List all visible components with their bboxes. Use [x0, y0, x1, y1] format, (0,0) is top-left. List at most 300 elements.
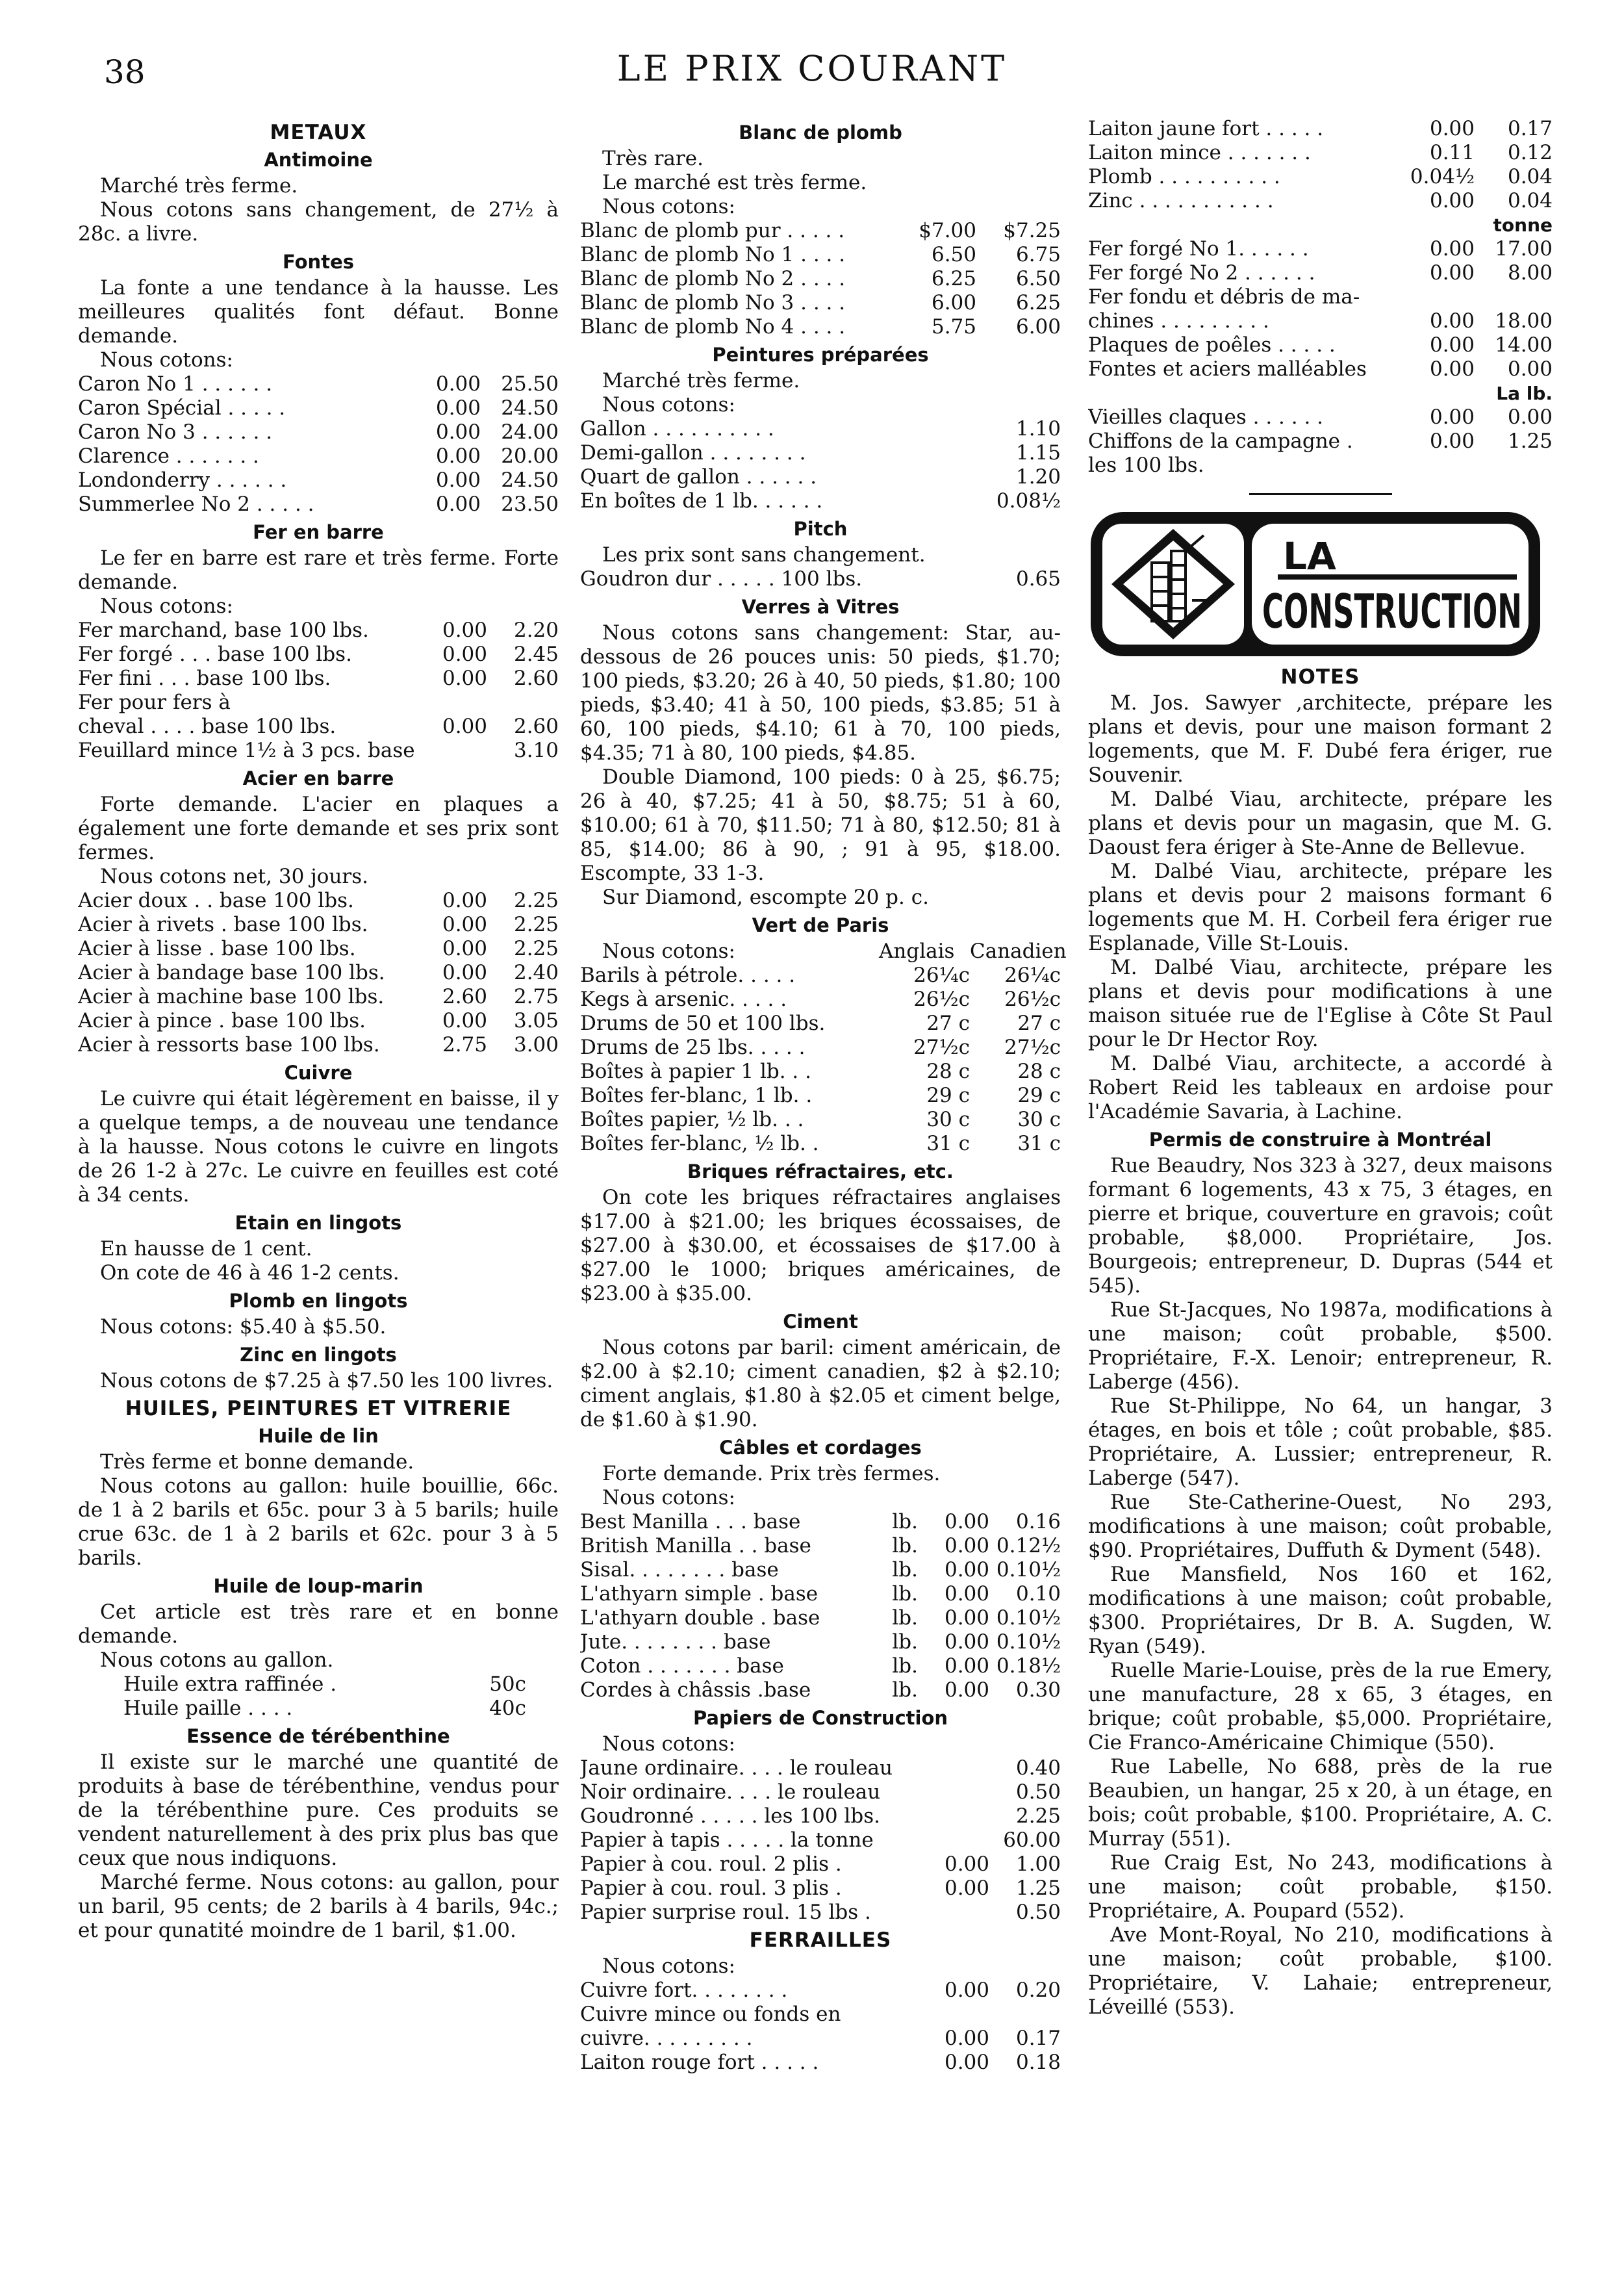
price-row: [580, 1756, 1061, 1780]
price-value: [918, 2003, 989, 2027]
price-label: Fer fondu et débris de ma-: [1088, 285, 1360, 309]
text-line: Nous cotons:: [602, 1486, 735, 1509]
notes-list: [1088, 691, 1553, 1124]
price-value: 0.00: [442, 937, 487, 960]
price-value: lb.: [892, 1678, 918, 1702]
price-value: 26½c: [1004, 988, 1061, 1011]
paragraph: Rue Mansfield, Nos 160 et 162, modifications à une maison; coût probable, $300. Propriétaires, Dr B. A. Sugden, W. Ryan (549).: [1088, 1563, 1553, 1658]
price-value: 2.20: [513, 619, 559, 642]
price-value: 50c: [489, 1672, 526, 1696]
price-row: [580, 1630, 1061, 1654]
price-value: 1.20: [1015, 465, 1061, 489]
price-row: [78, 643, 559, 667]
price-row: [580, 1606, 1061, 1630]
price-value: 20.00: [501, 444, 559, 468]
price-table-metals: [1088, 117, 1553, 213]
price-value: 0.00: [944, 1582, 989, 1606]
paragraph: M. Dalbé Viau, architecte, prépare les plans et devis pour 2 maisons formant 6 logements que M. H. Corbeil fera ériger rue Esplanade, Ville St-Louis.: [1088, 860, 1553, 955]
price-value: 0.00: [1429, 237, 1475, 261]
logo-construction-text: CONSTRUCTION: [1262, 584, 1522, 639]
text-line: Nous cotons: $5.40 à $5.50.: [100, 1315, 387, 1339]
paragraph: Forte demande. L'acier en plaques a également une forte demande et ses prix sont fermes.: [78, 793, 559, 864]
paragraph: Rue Craig Est, No 243, modifications à une maison; coût probable, $150. Propriétaire, A. Poupard (552).: [1088, 1851, 1553, 1923]
price-value: 26¼c: [913, 964, 970, 987]
price-label: Goudronné . . . . . les 100 lbs.: [580, 1804, 880, 1828]
price-label: Sisal. . . . . . . . base: [580, 1558, 779, 1582]
price-value: 0.00: [442, 715, 487, 738]
price-value: lb.: [892, 1534, 918, 1557]
price-row: [580, 1828, 1061, 1852]
heading-papiers: Papiers de Construction: [692, 1707, 948, 1729]
price-value: $7.00: [919, 219, 976, 242]
price-value: [1397, 454, 1475, 478]
price-value: 2.60: [513, 715, 559, 738]
price-table-vert: [580, 964, 1061, 1156]
price-label: Acier à rivets . base 100 lbs.: [78, 913, 368, 936]
price-table-blanc: [580, 219, 1061, 339]
price-value: 3.00: [513, 1033, 559, 1057]
price-value: 14.00: [1495, 333, 1553, 357]
price-row: [580, 1804, 1061, 1828]
price-label: Blanc de plomb No 3 . . . .: [580, 291, 846, 314]
price-value: 17.00: [1495, 237, 1553, 261]
price-value: 0.00: [1429, 429, 1475, 453]
price-row: [78, 961, 559, 985]
text-line: Nous cotons:: [602, 1954, 735, 1978]
price-value: 29 c: [1017, 1084, 1061, 1107]
price-row: [1088, 309, 1553, 333]
price-value: 28 c: [1017, 1060, 1061, 1083]
price-value: 26¼c: [1004, 964, 1061, 987]
price-row: [580, 465, 1061, 489]
text-line: Nous cotons:: [100, 595, 233, 618]
price-label: Fer fini . . . base 100 lbs.: [78, 667, 331, 690]
price-value: 1.00: [1015, 1852, 1061, 1876]
price-value: 6.00: [1015, 315, 1061, 339]
price-label: Fer forgé No 1. . . . . .: [1088, 237, 1309, 261]
price-value: 0.50: [1015, 1901, 1061, 1924]
text-line: Nous cotons au gallon.: [100, 1648, 334, 1672]
price-row: [78, 691, 559, 715]
price-value: 27½c: [1004, 1036, 1061, 1059]
text-line: Très ferme et bonne demande.: [100, 1450, 414, 1474]
price-value: 0.10½: [996, 1558, 1061, 1582]
price-row: [580, 1012, 1061, 1036]
section-title-huiles: HUILES, PEINTURES ET VITRERIE: [125, 1397, 512, 1420]
heading-etain: Etain en lingots: [235, 1212, 402, 1234]
price-value: [918, 1804, 989, 1828]
price-row: [580, 1084, 1061, 1108]
price-row: [78, 1009, 559, 1033]
price-value: 28 c: [926, 1060, 970, 1083]
heading-briques: Briques réfractaires, etc.: [687, 1160, 954, 1183]
price-table-cables: [580, 1510, 1061, 1702]
paragraph: Ave Mont-Royal, No 210, modifications à une maison; coût probable, $100. Propriétaire, V. Lahaie; entrepreneur, Léveillé (553).: [1088, 1923, 1553, 2019]
price-value: [989, 2003, 1061, 2027]
price-value: 0.10½: [996, 1630, 1061, 1654]
column-header: Nous cotons:: [602, 940, 735, 963]
price-label: Jaune ordinaire. . . . le rouleau: [580, 1756, 893, 1780]
price-row: [580, 1558, 1061, 1582]
text-line: Le marché est très ferme.: [602, 171, 867, 194]
price-value: 2.25: [513, 937, 559, 960]
price-row: [580, 1877, 1061, 1901]
price-label: Noir ordinaire. . . . le rouleau: [580, 1780, 881, 1804]
price-value: 0.00: [435, 372, 481, 396]
price-label: cuivre. . . . . . . . .: [580, 2027, 753, 2050]
price-value: 24.00: [501, 420, 559, 444]
price-row: [78, 937, 559, 961]
text-line: Sur Diamond, escompte 20 p. c.: [602, 886, 929, 909]
price-row: [78, 1033, 559, 1057]
price-value: 2.25: [513, 913, 559, 936]
price-value: 0.00: [944, 1877, 989, 1900]
price-row: [580, 219, 1061, 243]
price-value: 18.00: [1495, 309, 1553, 333]
price-value: 0.12½: [996, 1534, 1061, 1557]
price-row: [580, 1582, 1061, 1606]
price-row: [1088, 429, 1553, 454]
heading-notes: NOTES: [1280, 665, 1360, 689]
heading-permis: Permis de construire à Montréal: [1148, 1129, 1492, 1151]
price-table-fontes: [78, 372, 559, 517]
price-value: 40c: [489, 1697, 526, 1720]
price-row: [78, 913, 559, 937]
price-value: 0.00: [944, 1558, 989, 1582]
price-label: Fer forgé No 2 . . . . . .: [1088, 261, 1315, 285]
text-line: Les prix sont sans changement.: [602, 543, 926, 567]
price-value: 27½c: [913, 1036, 970, 1059]
paragraph: M. Dalbé Viau, architecte, a accordé à Robert Reid les tableaux en ardoise pour l'Académie Savaria, à Lachine.: [1088, 1052, 1553, 1123]
price-value: 0.00: [442, 1009, 487, 1032]
price-row: [78, 619, 559, 643]
price-value: 0.00: [944, 1852, 989, 1876]
price-row: [580, 2051, 1061, 2075]
heading-zinc: Zinc en lingots: [240, 1344, 397, 1366]
price-label: Caron No 1 . . . . . .: [78, 372, 273, 396]
paragraph: M. Jos. Sawyer ,architecte, prépare les plans et devis, pour une maison formant 2 logements, que M. F. Dubé fera ériger, rue Souvenir.: [1088, 691, 1553, 787]
price-value: 1.15: [1015, 441, 1061, 465]
text-line: Nous cotons:: [602, 195, 735, 218]
price-label: Caron Spécial . . . . .: [78, 396, 286, 420]
price-value: 26½c: [913, 988, 970, 1011]
heading-cuivre: Cuivre: [284, 1062, 353, 1084]
price-row: [580, 567, 1061, 591]
price-value: 0.00: [944, 1510, 989, 1533]
price-value: 0.00: [944, 1654, 989, 1678]
price-label: Boîtes fer-blanc, 1 lb. .: [580, 1084, 813, 1107]
price-label: Gallon . . . . . . . . . .: [580, 417, 774, 441]
price-value: 0.00: [1507, 405, 1553, 429]
text-line: Marché très ferme.: [100, 174, 298, 198]
price-label: Laiton mince . . . . . . .: [1088, 141, 1311, 164]
price-label: Boîtes à papier 1 lb. . .: [580, 1060, 811, 1083]
price-value: 6.25: [1015, 291, 1061, 314]
price-value: 0.65: [1015, 567, 1061, 591]
price-label: L'athyarn double . base: [580, 1606, 820, 1630]
price-label: L'athyarn simple . base: [580, 1582, 818, 1606]
divider: [1249, 493, 1392, 495]
price-label: Kegs à arsenic. . . . .: [580, 988, 787, 1011]
price-value: 2.75: [513, 985, 559, 1008]
heading-huile-lin: Huile de lin: [258, 1425, 379, 1447]
heading-cables: Câbles et cordages: [719, 1437, 922, 1459]
column-header: Anglais: [879, 940, 955, 963]
price-value: 0.00: [435, 420, 481, 444]
unit-label: La lb.: [1496, 383, 1553, 404]
price-table-acier: [78, 889, 559, 1057]
price-label: Acier à machine base 100 lbs.: [78, 985, 385, 1008]
price-label: Acier à bandage base 100 lbs.: [78, 961, 385, 984]
price-value: 25.50: [501, 372, 559, 396]
price-label: Acier à lisse . base 100 lbs.: [78, 937, 356, 960]
column-header: Canadien: [970, 940, 1067, 963]
price-row: [580, 988, 1061, 1012]
paragraph: Le cuivre qui était légèrement en baisse, il y a quelque temps, a de nouveau une tendance à la hausse. Nous cotons le cuivre en lingots de 26 1-2 à 27c. Le cuivre en feuilles est coté à 34 cents.: [78, 1087, 559, 1207]
price-value: 0.00: [944, 1534, 989, 1557]
price-label: Zinc . . . . . . . . . . .: [1088, 189, 1274, 212]
paragraph: Cet article est très rare et en bonne demande.: [78, 1600, 559, 1648]
price-value: 0.18: [1015, 2051, 1061, 2074]
price-value: 0.00: [442, 913, 487, 936]
price-value: 0.10½: [996, 1606, 1061, 1630]
price-value: 0.00: [435, 493, 481, 516]
price-label: Chiffons de la campagne .: [1088, 429, 1353, 453]
heading-ciment: Ciment: [783, 1311, 858, 1333]
price-row: [78, 739, 559, 763]
price-value: 2.60: [513, 667, 559, 690]
price-table-ferrailles: [580, 1979, 1061, 2075]
price-row: [580, 441, 1061, 465]
text-line: Forte demande. Prix très fermes.: [602, 1462, 941, 1485]
price-value: 0.00: [944, 1630, 989, 1654]
price-value: [416, 691, 487, 715]
price-label: Laiton jaune fort . . . . .: [1088, 117, 1324, 140]
price-value: 29 c: [926, 1084, 970, 1107]
price-value: 0.00: [1429, 261, 1475, 285]
price-value: 0.00: [1429, 309, 1475, 333]
heading-fontes: Fontes: [283, 251, 354, 273]
price-label: Blanc de plomb No 2 . . . .: [580, 267, 846, 290]
price-label: Plomb . . . . . . . . . .: [1088, 165, 1280, 188]
price-value: 0.00: [435, 444, 481, 468]
paragraph: Il existe sur le marché une quantité de produits à base de térébenthine, vendus pour de la térébenthine pure. Ces produits se vendent naturellement à des prix plus bas que ceux que nous indiquons.: [78, 1750, 559, 1870]
price-row: [580, 1678, 1061, 1702]
price-row: [580, 315, 1061, 339]
price-label: Papier surprise roul. 15 lbs .: [580, 1901, 871, 1924]
price-value: 6.50: [1015, 267, 1061, 290]
paragraph: La fonte a une tendance à la hausse. Les meilleures qualités font défaut. Bonne demande.: [78, 276, 559, 348]
price-row: [78, 667, 559, 691]
price-label: Demi-gallon . . . . . . . .: [580, 441, 806, 465]
price-value: 0.00: [442, 667, 487, 690]
price-value: 0.40: [1015, 1756, 1061, 1780]
price-label: Best Manilla . . . base: [580, 1510, 801, 1533]
text-line: Nous cotons net, 30 jours.: [100, 865, 368, 888]
price-value: [416, 739, 487, 763]
paragraph: Nous cotons par baril: ciment américain, de $2.00 à $2.10; ciment canadien, $2 à $2.10; ciment anglais, $1.80 à $2.05 et ciment belge, de $1.60 à $1.90.: [580, 1336, 1061, 1431]
price-label: Goudron dur . . . . . 100 lbs.: [580, 567, 863, 591]
heading-acier-barre: Acier en barre: [242, 767, 394, 789]
price-value: 0.00: [1507, 357, 1553, 381]
price-value: lb.: [892, 1654, 918, 1678]
price-label: Clarence . . . . . . .: [78, 444, 259, 468]
price-label: Fer marchand, base 100 lbs.: [78, 619, 369, 642]
price-label: Barils à pétrole. . . . .: [580, 964, 796, 987]
price-label: British Manilla . . base: [580, 1534, 811, 1557]
price-value: [918, 1828, 989, 1852]
price-value: 0.00: [944, 2051, 989, 2074]
price-row: [78, 1697, 526, 1721]
paragraph: M. Dalbé Viau, architecte, prépare les plans et devis pour un magasin, que M. G. Daoust fera ériger à Ste-Anne de Bellevue.: [1088, 788, 1553, 859]
price-value: lb.: [892, 1510, 918, 1533]
price-value: 8.00: [1507, 261, 1553, 285]
price-value: 0.00: [944, 2027, 989, 2050]
price-value: [1475, 454, 1553, 478]
price-table-fer: [78, 619, 559, 763]
price-value: 27 c: [1017, 1012, 1061, 1035]
price-value: 0.04½: [1410, 165, 1475, 188]
price-value: 0.00: [944, 1979, 989, 2002]
text-line: En hausse de 1 cent.: [100, 1237, 312, 1261]
price-row: [78, 493, 559, 517]
price-row: [78, 420, 559, 444]
price-value: lb.: [892, 1582, 918, 1606]
price-row: [1088, 237, 1553, 261]
price-value: 60.00: [1003, 1828, 1061, 1852]
paragraph: Rue Beaudry, Nos 323 à 327, deux maisons formant 6 logements, 43 x 75, 3 étages, en pierre et brique, couverture en gravois; coût probable, $8,000. Propriétaire, Jos. Bourgeois; entrepreneur, D. Dupras (544 et 545).: [1088, 1154, 1553, 1298]
paragraph: Rue St-Philippe, No 64, un hangar, 3 étages, en bois et tôle ; coût probable, $85. Propriétaire, A. Lussier; entrepreneur, R. Laberge (547).: [1088, 1394, 1553, 1490]
price-label: Huile extra raffinée .: [123, 1672, 337, 1696]
price-table-chiffons: [1088, 405, 1553, 478]
price-value: [1475, 285, 1553, 309]
price-label: Acier à ressorts base 100 lbs.: [78, 1033, 380, 1057]
price-value: lb.: [892, 1630, 918, 1654]
heading-pitch: Pitch: [793, 518, 848, 540]
price-label: Jute. . . . . . . . base: [580, 1630, 771, 1654]
price-value: 0.18½: [996, 1654, 1061, 1678]
text-line: Nous cotons:: [602, 393, 735, 416]
price-value: [1397, 285, 1475, 309]
price-label: Blanc de plomb No 1 . . . .: [580, 243, 846, 266]
heading-terebenthine: Essence de térébenthine: [186, 1725, 450, 1747]
price-value: 0.00: [435, 396, 481, 420]
text-line: On cote de 46 à 46 1-2 cents.: [100, 1261, 400, 1285]
heading-blanc-plomb: Blanc de plomb: [739, 122, 902, 144]
price-row: [580, 1036, 1061, 1060]
price-row: [78, 468, 559, 493]
table-header: [580, 940, 1067, 964]
price-row: [1088, 165, 1553, 189]
paragraph: On cote les briques réfractaires anglaises $17.00 à $21.00; les briques écossaises, de $27.00 à $30.00, et écossaises de $17.00 à $27.00 le 1000; briques américaines, de $23.00 à $35.00.: [580, 1186, 1061, 1305]
price-label: En boîtes de 1 lb. . . . . .: [580, 489, 823, 513]
price-value: [487, 691, 559, 715]
price-value: 1.25: [1015, 1877, 1061, 1900]
price-value: 1.25: [1507, 429, 1553, 453]
heading-fer-barre: Fer en barre: [253, 521, 384, 543]
text-line: Nous cotons sans changement, de 27½ à 28c. a livre.: [78, 198, 559, 246]
price-label: Caron No 3 . . . . . .: [78, 420, 273, 444]
price-row: [1088, 261, 1553, 285]
price-row: [580, 1108, 1061, 1132]
price-row: [580, 1654, 1061, 1678]
price-row: [78, 1672, 526, 1697]
paragraph: Rue Labelle, No 688, près de la rue Beaubien, un hangar, 25 x 20, à un étage, en bois; coût probable, $100. Propriétaire, A. C. Murray (551).: [1088, 1755, 1553, 1851]
la-construction-logo: [1088, 509, 1543, 659]
paragraph: Nous cotons sans changement: Star, au-dessous de 26 pouces unis: 50 pieds, $1.70; 100 pieds, $3.20; 26 à 40, 50 pieds, $1.80; 100 pieds, $3.40; 41 à 50, 100 pieds, $3.85; 51 à 60, 100 pieds, $4.10; 61 à 70, 100 pieds, $4.35; 71 à 80, 100 pieds, $4.85.: [580, 621, 1061, 765]
price-row: [580, 2027, 1061, 2051]
price-label: Coton . . . . . . . base: [580, 1654, 784, 1678]
column-1: [78, 117, 559, 1943]
price-label: Blanc de plomb pur . . . . .: [580, 219, 845, 242]
price-value: 0.11: [1429, 141, 1475, 164]
unit-label: tonne: [1493, 214, 1553, 236]
price-label: Fer pour fers à: [78, 691, 231, 714]
price-row: [580, 1852, 1061, 1877]
price-label: Boîtes papier, ½ lb. . .: [580, 1108, 804, 1131]
la-construction-logo-graphic: [1088, 509, 1543, 659]
price-value: 0.00: [1429, 357, 1475, 381]
price-label: cheval . . . . base 100 lbs.: [78, 715, 336, 738]
price-label: Acier à pince . base 100 lbs.: [78, 1009, 366, 1032]
page-title: LE PRIX COURANT: [616, 48, 1008, 89]
price-value: 0.00: [944, 1606, 989, 1630]
price-row: [580, 1901, 1061, 1925]
price-value: $7.25: [1003, 219, 1061, 242]
price-value: 6.00: [931, 291, 976, 314]
price-value: 6.50: [931, 243, 976, 266]
price-value: 2.25: [513, 889, 559, 912]
price-label: Quart de gallon . . . . . .: [580, 465, 817, 489]
price-value: 2.60: [442, 985, 487, 1008]
price-row: [580, 267, 1061, 291]
price-label: Laiton rouge fort . . . . .: [580, 2051, 819, 2074]
price-value: 0.00: [442, 889, 487, 912]
price-value: 0.16: [1015, 1510, 1061, 1533]
price-row: [580, 1060, 1061, 1084]
paragraph: Nous cotons au gallon: huile bouillie, 66c. de 1 à 2 barils et 65c. pour 3 à 5 barils; huile crue 63c. de 1 à 2 barils et 62c. pour 3 à 5 barils.: [78, 1474, 559, 1570]
paragraph: Ruelle Marie-Louise, près de la rue Emery, une manufacture, 28 x 65, 3 étages, en brique; coût probable, $5,000. Propriétaire, Cie Franco-Américaine Chimique (550).: [1088, 1659, 1553, 1754]
price-row: [580, 1510, 1061, 1534]
price-label: Vieilles claques . . . . . .: [1088, 405, 1324, 429]
price-value: 5.75: [931, 315, 976, 339]
heading-verres: Verres à Vitres: [741, 596, 900, 618]
price-label: Drums de 25 lbs. . . . .: [580, 1036, 806, 1059]
price-row: [580, 2003, 1061, 2027]
heading-peintures: Peintures préparées: [712, 344, 929, 366]
price-row: [78, 396, 559, 420]
price-value: 2.40: [513, 961, 559, 984]
price-row: [580, 1534, 1061, 1558]
price-row: [580, 489, 1061, 513]
price-row: [580, 1979, 1061, 2003]
price-value: 31 c: [926, 1132, 970, 1155]
price-value: lb.: [892, 1558, 918, 1582]
price-label: Papier à cou. roul. 3 plis .: [580, 1877, 842, 1900]
column-3: [1088, 117, 1553, 2019]
paragraph: Nous cotons de $7.25 à $7.50 les 100 livres.: [100, 1369, 553, 1392]
price-value: 0.00: [1429, 189, 1475, 212]
heading-vert-paris: Vert de Paris: [752, 914, 889, 936]
price-row: [1088, 117, 1553, 141]
price-value: 6.75: [1015, 243, 1061, 266]
price-value: 0.00: [442, 961, 487, 984]
price-value: 0.04: [1507, 189, 1553, 212]
price-label: Fontes et aciers malléables: [1088, 357, 1367, 381]
price-value: [918, 1780, 989, 1804]
price-value: 0.00: [1429, 405, 1475, 429]
price-value: 30 c: [926, 1108, 970, 1131]
